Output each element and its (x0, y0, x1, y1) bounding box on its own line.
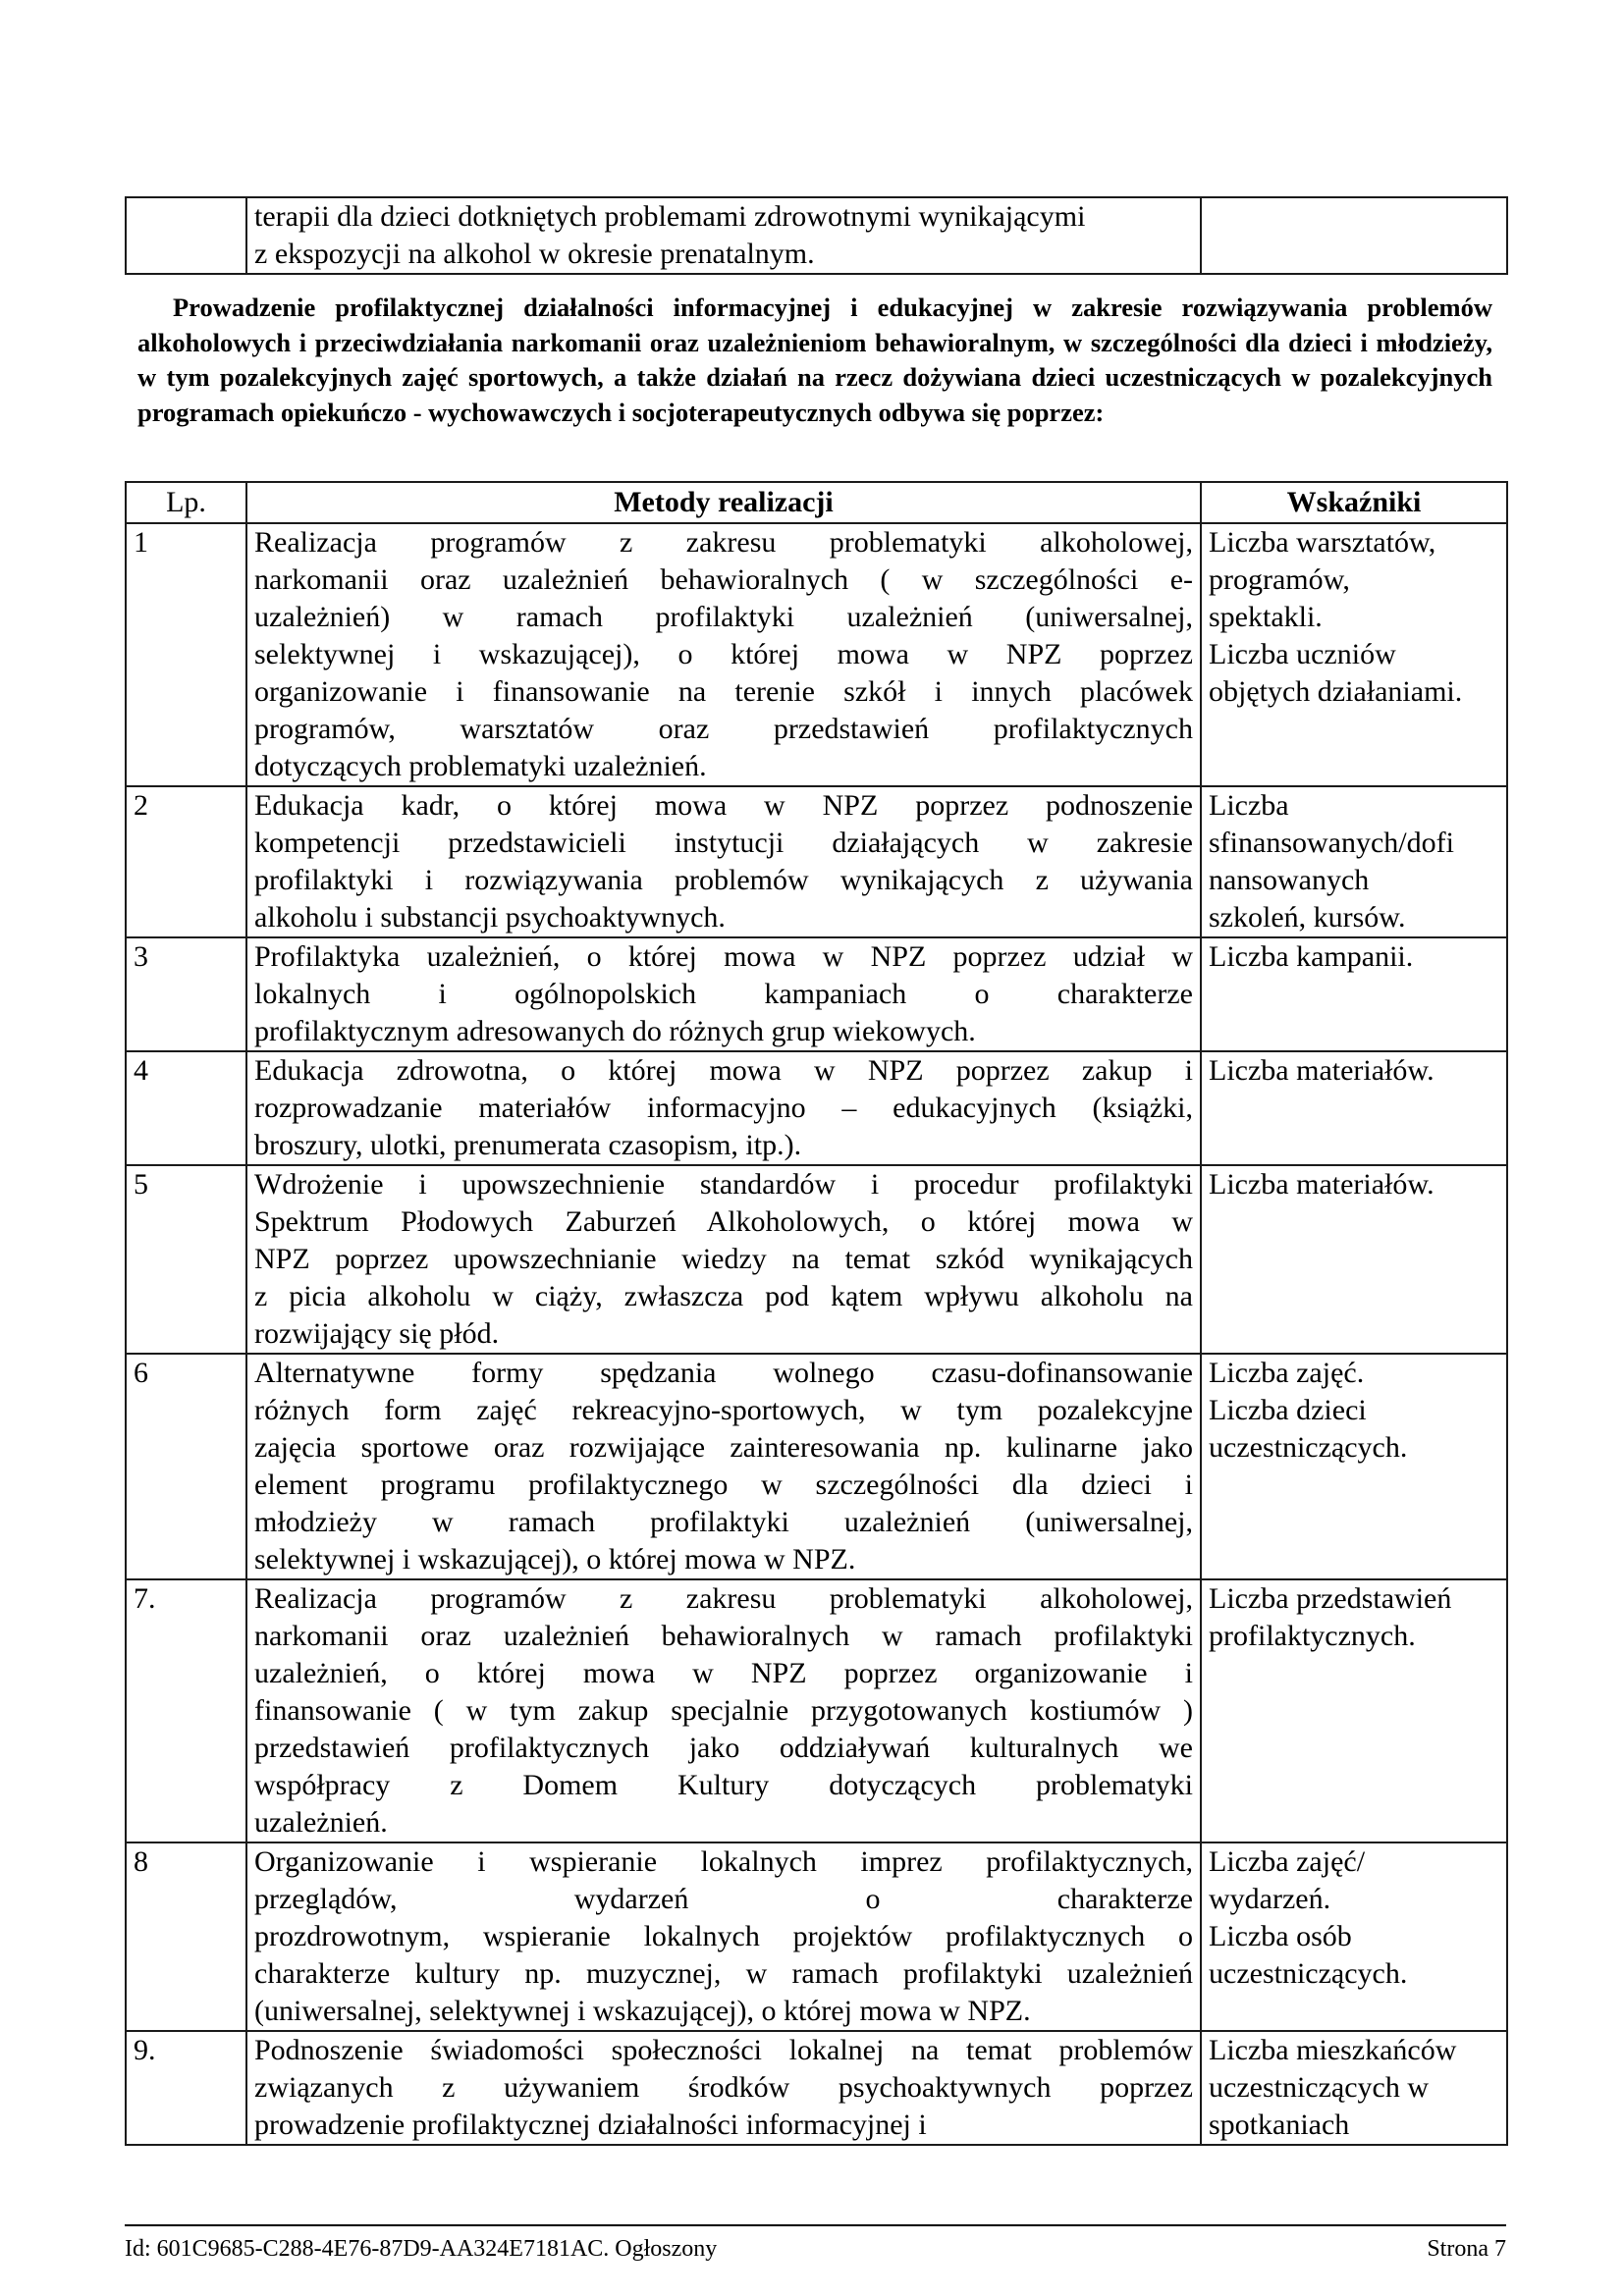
indicator-line: Liczba materiałów. (1209, 1168, 1435, 1201)
method-line: narkomanii oraz uzależnień behawioralnych w ramach profilaktyki (254, 1620, 1193, 1652)
table-row (126, 1354, 1507, 1579)
indicator-line: objętych działaniami. (1209, 675, 1463, 708)
method-cell (246, 1842, 1201, 2031)
method-line: organizowanie i finansowanie na terenie szkół i innych placówek (254, 675, 1193, 708)
indicator-cell (1201, 1354, 1507, 1579)
indicator-line: Liczba przedstawień (1209, 1582, 1452, 1615)
method-line: rozprowadzanie materiałów informacyjno – edukacyjnych (książki, (254, 1092, 1193, 1124)
table-body (126, 523, 1507, 2145)
method-line: związanych z używaniem środków psychoaktywnych poprzez (254, 2071, 1193, 2104)
method-line: dotyczących problematyki uzależnień. (254, 750, 707, 782)
lp-cell: 2 (126, 786, 246, 937)
method-line: NPZ poprzez upowszechnianie wiedzy na temat szkód wynikających (254, 1243, 1193, 1275)
indicator-cell (1201, 1051, 1507, 1165)
indicator-cell (1201, 523, 1507, 786)
method-line: przeglądów, wydarzeń o charakterze (254, 1883, 1193, 1915)
method-line: (uniwersalnej, selektywnej i wskazującej), o której mowa w NPZ. (254, 1995, 1031, 2027)
table-row (126, 1579, 1507, 1842)
method-line: lokalnych i ogólnopolskich kampaniach o charakterze (254, 978, 1193, 1010)
table-row (126, 2031, 1507, 2145)
header-lp: Lp. (126, 482, 246, 523)
lp-cell: 6 (126, 1354, 246, 1579)
method-cell (246, 937, 1201, 1051)
method-line: programów, warsztatów oraz przedstawień profilaktycznych (254, 713, 1193, 745)
table-row (126, 937, 1507, 1051)
method-line: Spektrum Płodowych Zaburzeń Alkoholowych, o której mowa w (254, 1205, 1193, 1238)
lp-cell: 1 (126, 523, 246, 786)
indicator-line: profilaktycznych. (1209, 1620, 1416, 1652)
indicator-line: Liczba mieszkańców (1209, 2034, 1457, 2066)
indicator-line: szkoleń, kursów. (1209, 901, 1406, 934)
indicator-line: programów, (1209, 563, 1350, 596)
method-line: charakterze kultury np. muzycznej, w ramach profilaktyki uzależnień (254, 1957, 1193, 1990)
method-line: kompetencji przedstawicieli instytucji działających w zakresie (254, 827, 1193, 859)
method-line: narkomanii oraz uzależnień behawioralnych ( w szczególności e- (254, 563, 1193, 596)
method-line: Wdrożenie i upowszechnienie standardów i procedur profilaktyki (254, 1168, 1193, 1201)
indicator-line: nansowanych (1209, 864, 1370, 896)
text-line: terapii dla dzieci dotkniętych problemami zdrowotnymi wynikającymi (254, 200, 1086, 233)
header-indicators: Wskaźniki (1201, 482, 1507, 523)
method-line: profilaktyki i rozwiązywania problemów wynikających z używania (254, 864, 1193, 896)
table-row (126, 786, 1507, 937)
indicator-line: Liczba materiałów. (1209, 1054, 1435, 1087)
table-row (126, 1842, 1507, 2031)
indicator-line: Liczba (1209, 789, 1289, 822)
method-cell (246, 2031, 1201, 2145)
method-line: element programu profilaktycznego w szczególności dla dzieci i (254, 1468, 1193, 1501)
method-line: uzależnień, o której mowa w NPZ poprzez organizowanie i (254, 1657, 1193, 1689)
method-line: różnych form zajęć rekreacyjno-sportowych, w tym pozalekcyjne (254, 1394, 1193, 1426)
method-line: finansowanie ( w tym zakup specjalnie przygotowanych kostiumów ) (254, 1694, 1193, 1727)
lp-cell: 3 (126, 937, 246, 1051)
table-row (126, 197, 1507, 274)
method-cell (246, 1165, 1201, 1354)
method-cell (246, 197, 1201, 274)
method-line: rozwijający się płód. (254, 1317, 500, 1350)
indicator-line: spotkaniach (1209, 2109, 1350, 2141)
indicator-line: wydarzeń. (1209, 1883, 1331, 1915)
method-line: młodzieży w ramach profilaktyki uzależnień (uniwersalnej, (254, 1506, 1193, 1538)
indicator-cell (1201, 1842, 1507, 2031)
method-line: alkoholu i substancji psychoaktywnych. (254, 901, 726, 934)
method-cell (246, 1579, 1201, 1842)
indicator-cell (1201, 1579, 1507, 1842)
method-line: przedstawień profilaktycznych jako oddziaływań kulturalnych we (254, 1732, 1193, 1764)
intro-text: Prowadzenie profilaktycznej działalności informacyjnej i edukacyjnej w zakresie rozwiązywania problemów alkoholowych i przeciwdziałania narkomanii oraz uzależnieniom behawioralnym, w szczególności dla dzieci i młodzieży, w tym pozalekcyjnych zajęć sportowych, a także działań na rzecz dożywiana dzieci uczestniczących w pozalekcyjnych programach opiekuńczo - wychowawczych i socjoterapeutycznych odbywa się poprzez: (137, 293, 1492, 427)
method-line: uzależnień. (254, 1806, 388, 1839)
footer-divider (125, 2224, 1506, 2226)
indicator-cell (1201, 197, 1507, 274)
method-line: broszury, ulotki, prenumerata czasopism, itp.). (254, 1129, 802, 1161)
method-line: Podnoszenie świadomości społeczności lokalnej na temat problemów (254, 2034, 1193, 2066)
indicator-line: spektakli. (1209, 601, 1323, 633)
table-row (126, 1165, 1507, 1354)
method-cell (246, 1354, 1201, 1579)
lp-cell: 4 (126, 1051, 246, 1165)
method-line: selektywnej i wskazującej), o której mowa w NPZ. (254, 1543, 856, 1575)
document-id: Id: 601C9685-C288-4E76-87D9-AA324E7181AC. Ogłoszony (125, 2236, 718, 2262)
indicator-line: uczestniczących w (1209, 2071, 1430, 2104)
methods-table (125, 481, 1508, 2146)
method-cell (246, 786, 1201, 937)
lp-cell: 7. (126, 1579, 246, 1842)
lp-cell (126, 197, 246, 274)
method-line: Edukacja zdrowotna, o której mowa w NPZ poprzez zakup i (254, 1054, 1193, 1087)
method-line: z picia alkoholu w ciąży, zwłaszcza pod kątem wpływu alkoholu na (254, 1280, 1193, 1312)
indicator-line: Liczba dzieci (1209, 1394, 1367, 1426)
lp-cell: 8 (126, 1842, 246, 2031)
indicator-line: Liczba zajęć/ (1209, 1845, 1366, 1878)
indicator-line: Liczba uczniów (1209, 638, 1396, 670)
table-row (126, 1051, 1507, 1165)
method-cell (246, 523, 1201, 786)
method-line: zajęcia sportowe oraz rozwijające zainteresowania np. kulinarne jako (254, 1431, 1193, 1464)
method-line: prozdrowotnym, wspieranie lokalnych projektów profilaktycznych o (254, 1920, 1193, 1952)
method-line: selektywnej i wskazującej), o której mowa w NPZ poprzez (254, 638, 1193, 670)
indicator-line: Liczba osób (1209, 1920, 1352, 1952)
lp-cell: 5 (126, 1165, 246, 1354)
header-methods: Metody realizacji (246, 482, 1201, 523)
method-line: Alternatywne formy spędzania wolnego czasu-dofinansowanie (254, 1357, 1193, 1389)
lp-cell: 9. (126, 2031, 246, 2145)
method-cell (246, 1051, 1201, 1165)
text-line: z ekspozycji na alkohol w okresie prenatalnym. (254, 238, 815, 270)
method-line: Edukacja kadr, o której mowa w NPZ poprzez podnoszenie (254, 789, 1193, 822)
indicator-line: Liczba warsztatów, (1209, 526, 1436, 559)
table-row (126, 523, 1507, 786)
indicator-cell (1201, 1165, 1507, 1354)
indicator-line: Liczba kampanii. (1209, 940, 1414, 973)
method-line: Realizacja programów z zakresu problematyki alkoholowej, (254, 1582, 1193, 1615)
method-line: profilaktycznym adresowanych do różnych grup wiekowych. (254, 1015, 976, 1047)
indicator-cell (1201, 786, 1507, 937)
intro-paragraph (137, 291, 1492, 430)
continued-table (125, 196, 1508, 275)
method-line: Realizacja programów z zakresu problematyki alkoholowej, (254, 526, 1193, 559)
page-number: Strona 7 (1427, 2236, 1506, 2262)
indicator-line: uczestniczących. (1209, 1431, 1408, 1464)
indicator-line: Liczba zajęć. (1209, 1357, 1365, 1389)
indicator-line: uczestniczących. (1209, 1957, 1408, 1990)
indicator-cell (1201, 2031, 1507, 2145)
method-line: uzależnień) w ramach profilaktyki uzależnień (uniwersalnej, (254, 601, 1193, 633)
table-header-row (126, 482, 1507, 523)
method-line: Profilaktyka uzależnień, o której mowa w NPZ poprzez udział w (254, 940, 1193, 973)
indicator-line: sfinansowanych/dofi (1209, 827, 1454, 859)
method-line: prowadzenie profilaktycznej działalności informacyjnej i (254, 2109, 927, 2141)
method-line: Organizowanie i wspieranie lokalnych imprez profilaktycznych, (254, 1845, 1193, 1878)
indicator-cell (1201, 937, 1507, 1051)
method-line: współpracy z Domem Kultury dotyczących problematyki (254, 1769, 1193, 1801)
